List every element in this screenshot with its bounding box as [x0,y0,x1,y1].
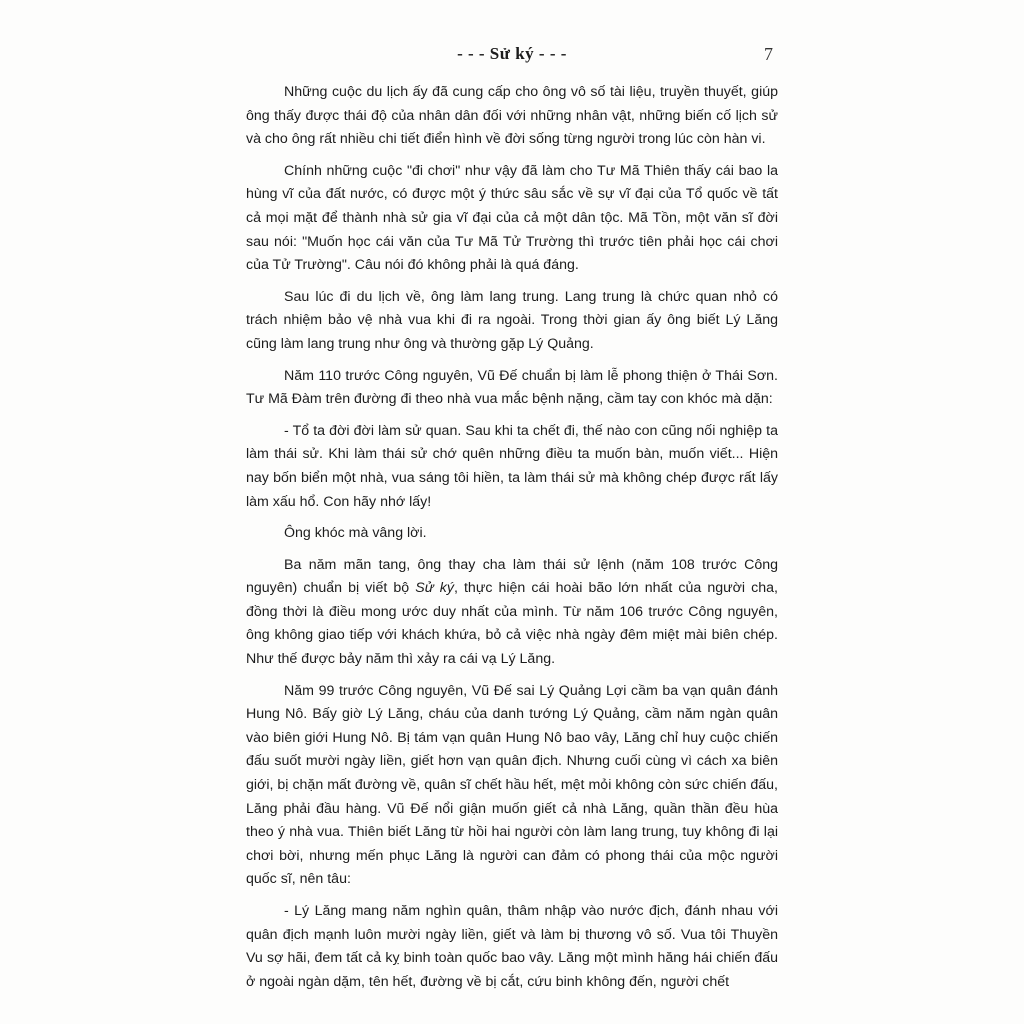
paragraph-text: , thực hiện cái hoài bão lớn nhất của người cha, đồng thời là điều mong ước duy nhất của mình. Từ năm 106 trước Công nguyên, ông không giao tiếp với khách khứa, bỏ cả việc nhà ngày đêm miệt mài biên chép. Như thế được bảy năm thì xảy ra cái vạ Lý Lăng. [246,580,778,668]
book-title: Sử ký [415,580,454,597]
paragraph: Năm 110 trước Công nguyên, Vũ Đế chuẩn bị làm lễ phong thiện ở Thái Sơn. Tư Mã Đàm trên đường đi theo nhà vua mắc bệnh nặng, cầm tay con khóc mà dặn: [246,367,778,408]
paragraph-text: Ba năm mãn tang, ông thay cha làm thái sử lệnh (năm 108 trước Công nguyên) chuẩn bị viết bộ [246,556,778,597]
paragraph [246,554,778,672]
paragraph: Sau lúc đi du lịch về, ông làm lang trung. Lang trung là chức quan nhỏ có trách nhiệm bảo vệ nhà vua khi đi ra ngoài. Trong thời gian ấy ông biết Lý Lăng cũng làm lang trung như ông và thường gặp Lý Quảng. [246,288,778,352]
paragraph: - Lý Lăng mang năm nghìn quân, thâm nhập vào nước địch, đánh nhau với quân địch mạnh luôn mười ngày liền, giết và làm bị thương vô số. Vua tôi Thuyền Vu sợ hãi, đem tất cả kỵ binh toàn quốc bao vây. Lăng một mình hăng hái chiến đấu ở ngoài ngàn dặm, tên hết, đường về bị cắt, cứu binh không đến, người chết [246,903,778,990]
paragraph: Chính những cuộc "đi chơi" như vậy đã làm cho Tư Mã Thiên thấy cái bao la hùng vĩ của đất nước, có được một ý thức sâu sắc về sự vĩ đại của Tổ quốc về tất cả mọi mặt để thành nhà sử gia vĩ đại của cả một dân tộc. Mã Tồn, một văn sĩ đời sau nói: "Muốn học cái văn của Tư Mã Tử Trường thì trước tiên phải học cái chơi của Tử Trường". Câu nói đó không phải là quá đáng. [246,162,778,274]
page-number: 7 [764,44,773,64]
running-title: - - - Sử ký - - - [457,44,567,63]
paragraph: Ông khóc mà vâng lời. [284,525,427,542]
body-text [246,81,778,994]
paragraph: Những cuộc du lịch ấy đã cung cấp cho ông vô số tài liệu, truyền thuyết, giúp ông thấy được thái độ của nhân dân đối với những nhân vật, những biến cố lịch sử và cho ông rất nhiều chi tiết điển hình về đời sống từng người trong lúc còn hàn vi. [246,84,778,148]
paragraph: - Tổ ta đời đời làm sử quan. Sau khi ta chết đi, thế nào con cũng nối nghiệp ta làm thái sử. Khi làm thái sử chớ quên những điều ta muốn bàn, muốn viết... Hiện nay bốn biển một nhà, vua sáng tôi hiền, ta làm thái sử mà không chép được rất lấy làm xấu hổ. Con hãy nhớ lấy! [246,422,778,510]
paragraph: Năm 99 trước Công nguyên, Vũ Đế sai Lý Quảng Lợi cầm ba vạn quân đánh Hung Nô. Bấy giờ Lý Lăng, cháu của danh tướng Lý Quảng, cầm năm ngàn quân vào biên giới Hung Nô. Bị tám vạn quân Hung Nô bao vây, Lăng chỉ huy cuộc chiến đấu suốt mười ngày liền, giết hơn vạn quân địch. Nhưng cuối cùng vì cách xa biên giới, bị chặn mất đường về, quân sĩ chết hầu hết, mệt mỏi không còn sức chiến đấu, Lăng phải đầu hàng. Vũ Đế nổi giận muốn giết cả nhà Lăng, quần thần đều hùa theo ý nhà vua. Thiên biết Lăng từ hồi hai người còn làm lang trung, tuy không đi lại chơi bời, nhưng mến phục Lăng là người can đảm có phong thái của mộc người quốc sĩ, nên tâu: [246,682,778,888]
